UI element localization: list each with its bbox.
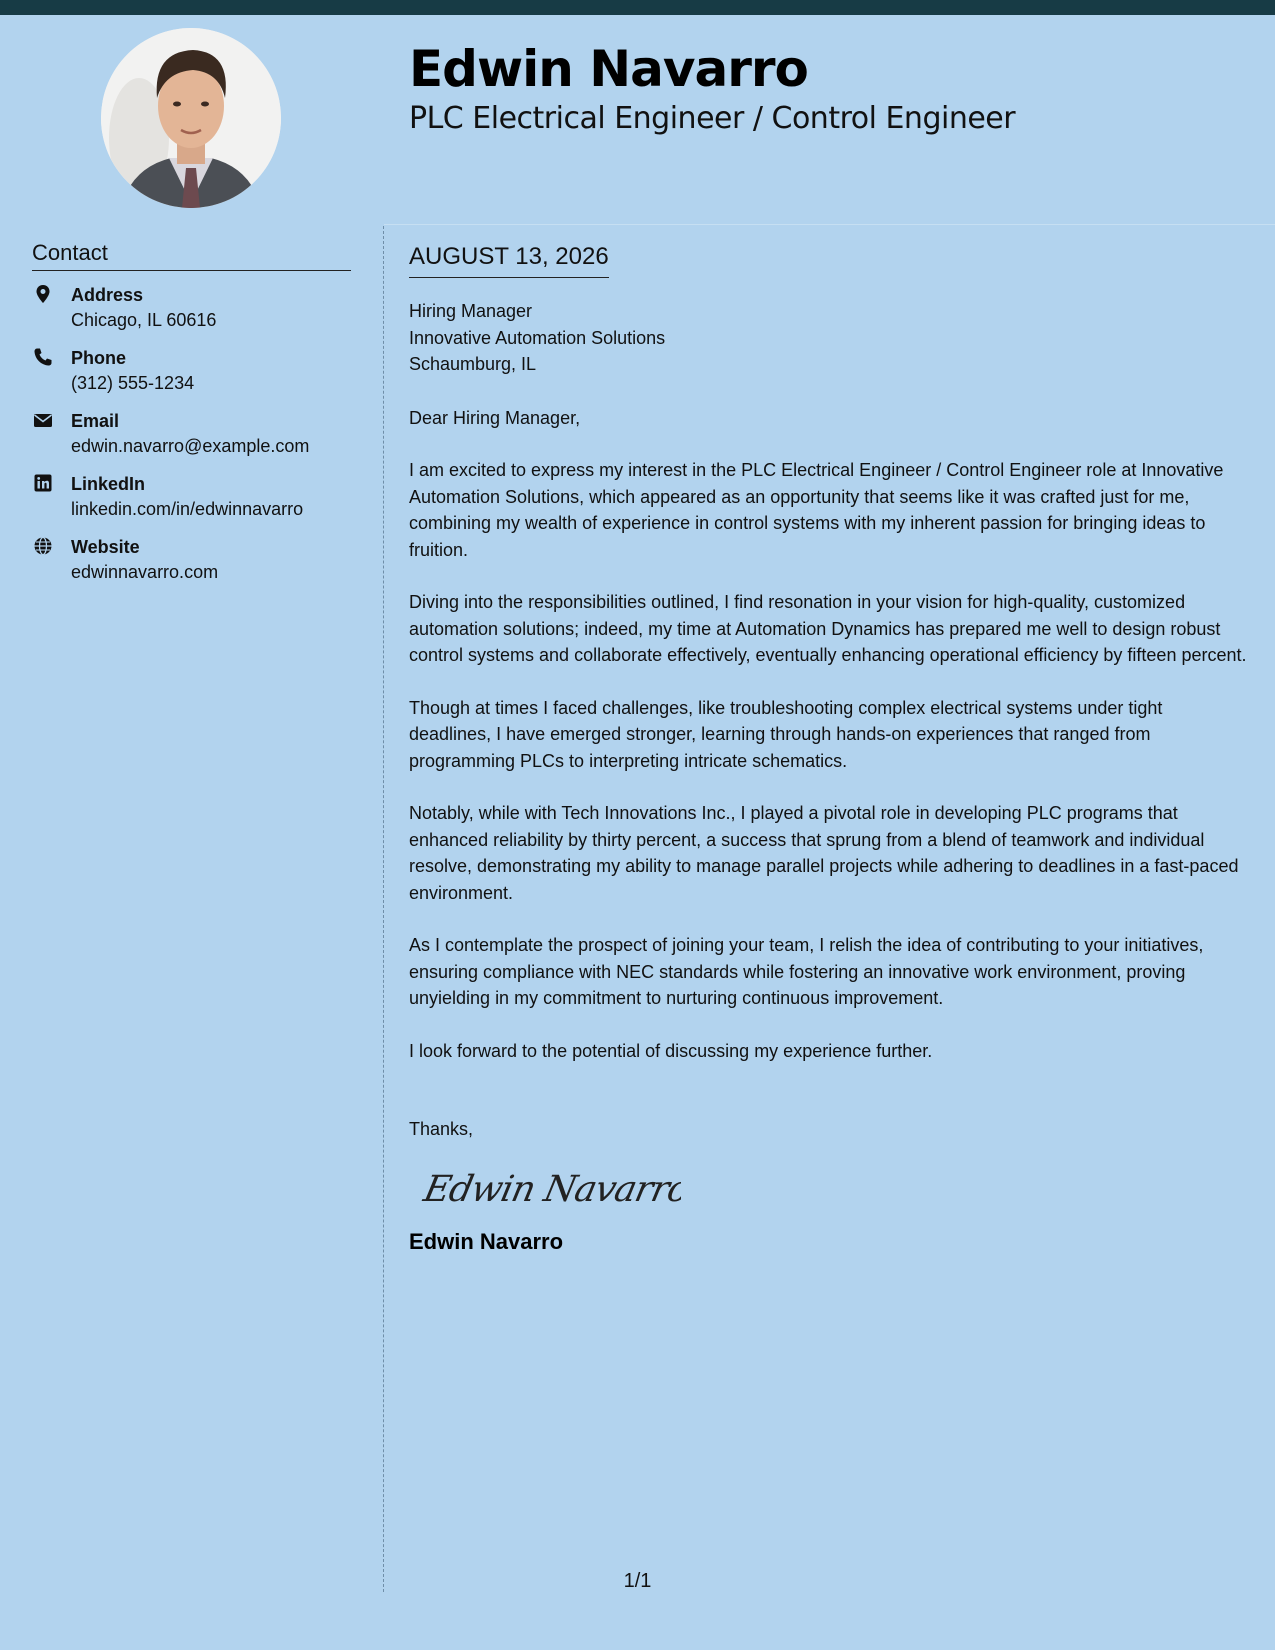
- contact-value: Chicago, IL 60616: [71, 310, 217, 330]
- contact-value[interactable]: edwinnavarro.com: [71, 562, 219, 582]
- letter-date: AUGUST 13, 2026: [409, 243, 609, 278]
- contact-label: Address: [71, 285, 144, 305]
- linkedin-icon: [33, 473, 53, 493]
- contact-sidebar: [32, 240, 351, 598]
- letter-paragraph: As I contemplate the prospect of joining your team, I relish the idea of contributing to your initiatives, ensuring compliance with NEC standards while fostering an innovative work environment, proving unyielding in my commitment to nurturing continuous improvement.: [409, 935, 1204, 1008]
- contact-label: Website: [71, 537, 140, 557]
- job-title: PLC Electrical Engineer / Control Engineer: [409, 101, 1016, 136]
- contact-phone: [32, 346, 351, 395]
- contact-address: [32, 283, 351, 332]
- letter-paragraph: Notably, while with Tech Innovations Inc., I played a pivotal role in developing PLC programs that enhanced reliability by thirty percent, a success that sprung from a blend of teamwork and individual resolve, demonstrating my ability to manage parallel projects while adhering to deadlines in a fast-paced environment.: [409, 803, 1239, 903]
- contact-label: Phone: [71, 348, 127, 368]
- contact-label: Email: [71, 411, 120, 431]
- envelope-icon: [33, 410, 53, 430]
- salutation: Dear Hiring Manager,: [409, 407, 581, 428]
- top-accent-bar: [0, 0, 1275, 15]
- recipient-line: Schaumburg, IL: [409, 354, 537, 374]
- profile-photo: [101, 28, 281, 208]
- contact-value[interactable]: linkedin.com/in/edwinnavarro: [71, 499, 304, 519]
- location-pin-icon: [33, 284, 53, 304]
- globe-icon: [33, 536, 53, 556]
- contact-label: LinkedIn: [71, 474, 146, 494]
- recipient-line: Hiring Manager: [409, 301, 533, 321]
- letter-paragraph: I look forward to the potential of discussing my experience further.: [409, 1040, 933, 1061]
- page-number: 1/1: [623, 1570, 652, 1592]
- contact-linkedin: [32, 472, 351, 521]
- contact-heading: Contact: [32, 240, 351, 271]
- closing: Thanks,: [409, 1119, 474, 1139]
- svg-text:Edwin Navarro: Edwin Navarro: [421, 1166, 681, 1210]
- contact-website: [32, 535, 351, 584]
- letter-paragraph: I am excited to express my interest in the PLC Electrical Engineer / Control Engineer role at Innovative Automation Solutions, which appeared as an opportunity that seems like it was crafted just for me, combining my wealth of experience in control systems with my inherent passion for bringing ideas to fruition.: [409, 460, 1224, 560]
- header-divider: [384, 224, 1275, 225]
- letter-paragraph: Though at times I faced challenges, like troubleshooting complex electrical systems under tight deadlines, I have emerged stronger, learning through hands-on experiences that ranged from programming PLCs to interpreting intricate schematics.: [409, 697, 1163, 771]
- column-divider: [383, 226, 384, 1592]
- candidate-name: Edwin Navarro: [409, 40, 808, 98]
- letter-body: [409, 243, 1249, 1255]
- recipient-block: [409, 298, 1249, 378]
- recipient-line: Innovative Automation Solutions: [409, 327, 666, 348]
- handwritten-signature: [421, 1159, 1249, 1219]
- contact-value[interactable]: edwin.navarro@example.com: [71, 436, 310, 456]
- letter-paragraph: Diving into the responsibilities outlined, I find resonation in your vision for high-quality, customized automation solutions; indeed, my time at Automation Dynamics has prepared me well to design robust control systems and collaborate effectively, eventually enhancing operational efficiency by fifteen percent.: [409, 592, 1247, 665]
- contact-email: [32, 409, 351, 458]
- signer-name: Edwin Navarro: [409, 1228, 564, 1254]
- contact-value[interactable]: (312) 555-1234: [71, 373, 195, 393]
- phone-icon: [33, 347, 53, 367]
